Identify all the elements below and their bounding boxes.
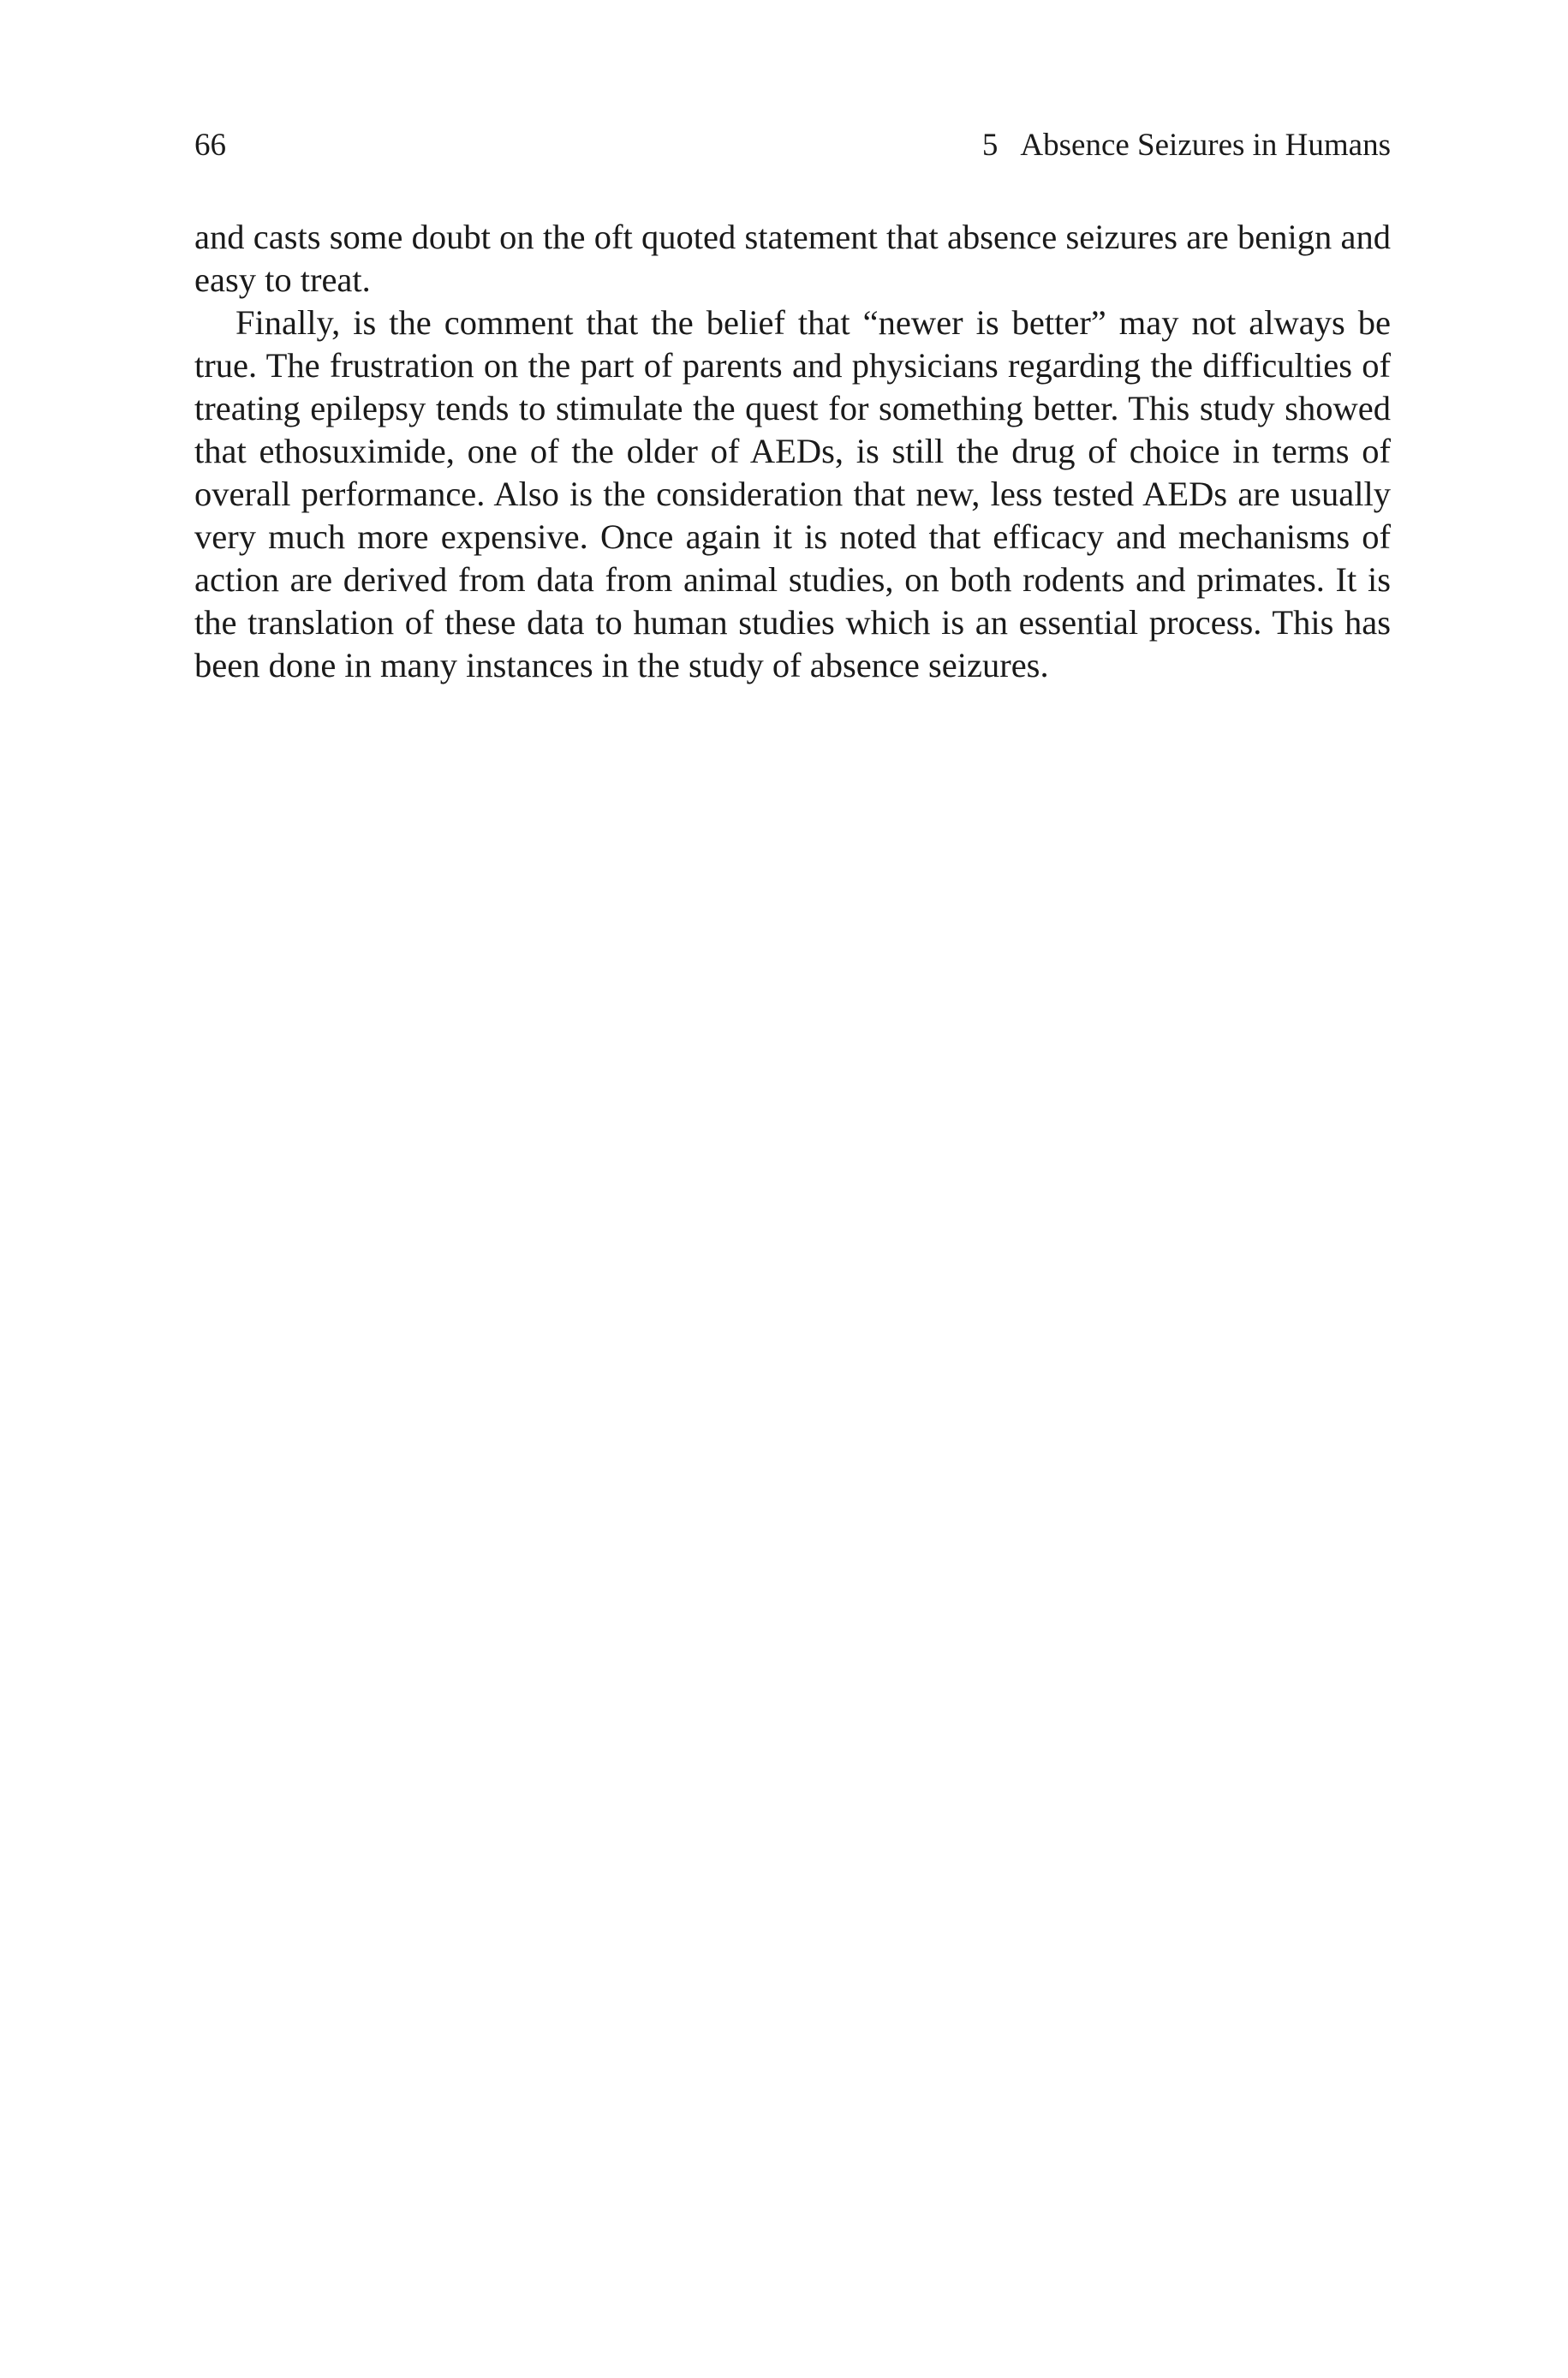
chapter-header <box>982 124 1391 167</box>
running-head <box>194 124 1391 167</box>
paragraph-continuation: and casts some doubt on the oft quoted statement that absence seizures are benign and easy to treat. <box>194 218 1391 299</box>
page-number: 66 <box>194 128 226 163</box>
chapter-number: 5 <box>981 128 999 163</box>
paragraph-finally: Finally, is the comment that the belief that “newer is better” may not always be true. The frustration on the part of parents and physicians regarding the difficulties of treating epilepsy tends to stimulate the quest for something better. This study showed that ethosuximide, one of the older of AEDs, is still the drug of choice in terms of overall performance. Also is the consideration that new, less tested AEDs are usually very much more expensive. Once again it is noted that efficacy and mechanisms of action are derived from data from animal studies, on both rodents and primates. It is the translation of these data to human studies which is an essential process. This has been done in many instances in the study of absence seizures. <box>194 303 1391 684</box>
body-text <box>194 216 1391 687</box>
chapter-title: Absence Seizures in Humans <box>1020 128 1391 163</box>
